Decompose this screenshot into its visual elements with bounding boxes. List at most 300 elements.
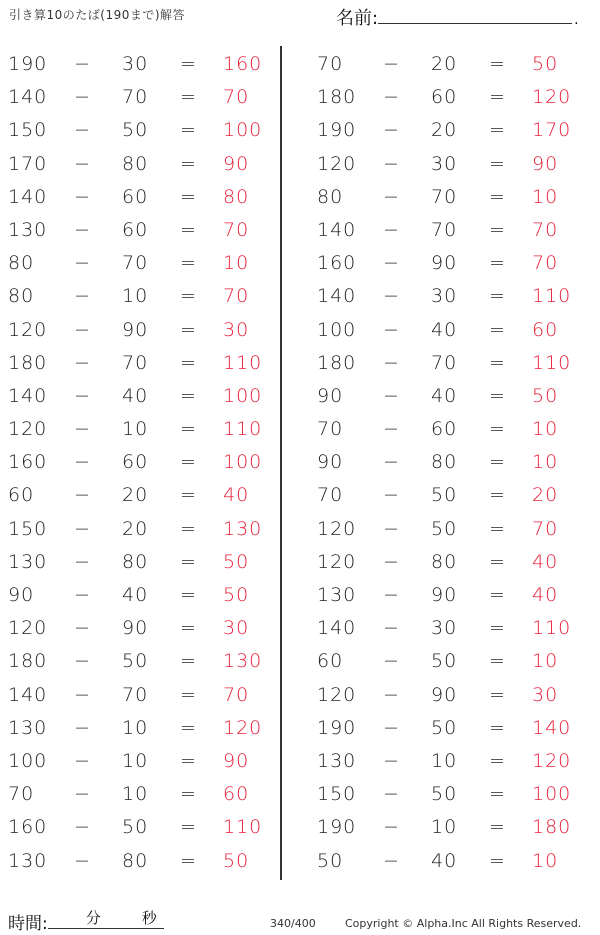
minuend: 80 (8, 285, 35, 308)
subtrahend: 40 (431, 318, 458, 341)
equals-sign: = (180, 451, 197, 474)
minus-sign: − (74, 783, 91, 806)
time-field (8, 909, 164, 934)
minus-sign: − (74, 517, 91, 540)
problem-row (0, 214, 290, 247)
answer: 90 (223, 152, 250, 175)
subtrahend: 30 (122, 53, 149, 75)
minus-sign: − (74, 550, 91, 573)
minuend: 120 (8, 418, 48, 441)
minuend: 130 (8, 849, 48, 872)
equals-sign: = (180, 849, 197, 872)
minus-sign: − (74, 119, 91, 142)
minus-sign: − (74, 617, 91, 640)
answer: 50 (223, 584, 250, 606)
answer: 110 (532, 617, 572, 640)
subtrahend: 50 (431, 716, 458, 739)
problem-row (309, 347, 599, 380)
minuend: 120 (317, 152, 357, 175)
minuend: 190 (317, 119, 357, 142)
subtrahend: 50 (122, 650, 149, 673)
minuend: 140 (317, 617, 357, 640)
equals-sign: = (489, 749, 506, 772)
minuend: 130 (8, 716, 48, 739)
minuend: 120 (8, 617, 48, 640)
answer: 110 (532, 351, 572, 374)
equals-sign: = (489, 418, 506, 441)
subtrahend: 10 (122, 285, 149, 308)
minuend: 130 (317, 749, 357, 772)
answer: 10 (532, 650, 559, 673)
subtrahend: 70 (122, 683, 149, 706)
minuend: 190 (317, 716, 357, 739)
problem-row (309, 612, 599, 645)
time-label: 時間: (8, 914, 48, 934)
minus-sign: − (383, 617, 400, 640)
equals-sign: = (180, 185, 197, 208)
subtrahend: 70 (122, 351, 149, 374)
equals-sign: = (180, 816, 197, 839)
answer: 160 (223, 53, 263, 75)
subtrahend: 60 (431, 418, 458, 441)
equals-sign: = (180, 318, 197, 341)
minus-sign: − (383, 318, 400, 341)
answer: 70 (532, 218, 559, 241)
answer: 30 (223, 617, 250, 640)
minuend: 130 (8, 550, 48, 573)
minus-sign: − (383, 816, 400, 839)
equals-sign: = (180, 218, 197, 241)
problem-row (309, 479, 599, 512)
minus-sign: − (74, 285, 91, 308)
equals-sign: = (489, 783, 506, 806)
problem-row (0, 81, 290, 114)
problem-row (0, 712, 290, 745)
minuend: 150 (8, 119, 48, 142)
equals-sign: = (180, 749, 197, 772)
minus-sign: − (74, 218, 91, 241)
seconds-label: 秒 (141, 909, 157, 927)
minus-sign: − (74, 849, 91, 872)
minus-sign: − (74, 749, 91, 772)
answer: 30 (532, 683, 559, 706)
equals-sign: = (489, 384, 506, 407)
minus-sign: − (74, 152, 91, 175)
equals-sign: = (489, 285, 506, 308)
minus-sign: − (383, 716, 400, 739)
answer: 10 (223, 252, 250, 275)
subtrahend: 20 (122, 484, 149, 507)
subtrahend: 40 (431, 384, 458, 407)
minus-sign: − (383, 252, 400, 275)
problem-row (0, 314, 290, 347)
subtrahend: 80 (122, 550, 149, 573)
equals-sign: = (180, 617, 197, 640)
answer: 70 (223, 285, 250, 308)
equals-sign: = (489, 816, 506, 839)
equals-sign: = (180, 484, 197, 507)
problem-row (309, 81, 599, 114)
copyright-notice: Copyright © Alpha.Inc All Rights Reserved. (345, 917, 582, 930)
problem-row (0, 546, 290, 579)
right-column (309, 48, 599, 878)
minus-sign: − (74, 451, 91, 474)
subtrahend: 20 (431, 119, 458, 142)
subtrahend: 30 (431, 285, 458, 308)
minus-sign: − (383, 749, 400, 772)
minuend: 60 (317, 650, 344, 673)
minuend: 140 (8, 683, 48, 706)
minuend: 120 (317, 683, 357, 706)
minuend: 70 (317, 418, 344, 441)
answer: 60 (223, 783, 250, 806)
minus-sign: − (74, 816, 91, 839)
problem-row (309, 845, 599, 878)
answer: 110 (532, 285, 572, 308)
subtrahend: 40 (122, 584, 149, 606)
equals-sign: = (489, 252, 506, 275)
minuend: 90 (8, 584, 35, 606)
answer: 130 (223, 650, 263, 673)
minuend: 140 (317, 218, 357, 241)
minuend: 160 (8, 451, 48, 474)
problem-row (309, 712, 599, 745)
name-field (336, 4, 579, 30)
minuend: 80 (317, 185, 344, 208)
answer: 50 (532, 53, 559, 75)
minus-sign: − (74, 86, 91, 109)
answer: 100 (223, 451, 263, 474)
minus-sign: − (383, 849, 400, 872)
answer: 70 (223, 86, 250, 109)
subtrahend: 70 (431, 351, 458, 374)
equals-sign: = (489, 584, 506, 606)
problem-row (309, 214, 599, 247)
minuend: 140 (8, 185, 48, 208)
minus-sign: − (74, 185, 91, 208)
minus-sign: − (383, 185, 400, 208)
subtrahend: 20 (431, 53, 458, 75)
equals-sign: = (180, 86, 197, 109)
equals-sign: = (489, 517, 506, 540)
minus-sign: − (383, 451, 400, 474)
minuend: 100 (317, 318, 357, 341)
time-underline (48, 910, 164, 929)
subtrahend: 50 (122, 816, 149, 839)
answer: 10 (532, 185, 559, 208)
subtrahend: 10 (122, 749, 149, 772)
answer: 70 (223, 683, 250, 706)
equals-sign: = (489, 185, 506, 208)
minus-sign: − (383, 86, 400, 109)
subtrahend: 90 (431, 584, 458, 606)
subtrahend: 10 (122, 783, 149, 806)
minutes-label: 分 (85, 909, 101, 927)
minus-sign: − (383, 119, 400, 142)
minus-sign: − (74, 53, 91, 75)
minus-sign: − (74, 484, 91, 507)
subtrahend: 40 (122, 384, 149, 407)
subtrahend: 20 (122, 517, 149, 540)
minuend: 150 (8, 517, 48, 540)
subtrahend: 70 (122, 252, 149, 275)
answer: 10 (532, 451, 559, 474)
minus-sign: − (383, 152, 400, 175)
equals-sign: = (489, 218, 506, 241)
minuend: 190 (317, 816, 357, 839)
answer: 50 (532, 384, 559, 407)
answer: 130 (223, 517, 263, 540)
subtrahend: 30 (431, 152, 458, 175)
minus-sign: − (383, 683, 400, 706)
minuend: 130 (317, 584, 357, 606)
subtrahend: 10 (122, 716, 149, 739)
subtrahend: 40 (431, 849, 458, 872)
subtrahend: 60 (122, 185, 149, 208)
minus-sign: − (383, 484, 400, 507)
problem-row (0, 679, 290, 712)
problem-row (309, 48, 599, 81)
subtrahend: 80 (122, 849, 149, 872)
subtrahend: 50 (431, 650, 458, 673)
minuend: 160 (317, 252, 357, 275)
answer: 120 (532, 86, 572, 109)
problem-row (309, 247, 599, 280)
equals-sign: = (180, 517, 197, 540)
equals-sign: = (489, 318, 506, 341)
minuend: 180 (8, 650, 48, 673)
problem-row (0, 811, 290, 844)
answer: 30 (223, 318, 250, 341)
minus-sign: − (383, 650, 400, 673)
minus-sign: − (383, 218, 400, 241)
equals-sign: = (489, 451, 506, 474)
problem-row (0, 280, 290, 313)
problem-row (309, 280, 599, 313)
answer: 10 (532, 849, 559, 872)
answer: 100 (223, 384, 263, 407)
minuend: 130 (8, 218, 48, 241)
minus-sign: − (74, 351, 91, 374)
answer: 100 (223, 119, 263, 142)
equals-sign: = (180, 384, 197, 407)
subtrahend: 90 (122, 318, 149, 341)
minus-sign: − (383, 517, 400, 540)
answer: 110 (223, 351, 263, 374)
subtrahend: 70 (122, 86, 149, 109)
equals-sign: = (180, 683, 197, 706)
equals-sign: = (489, 650, 506, 673)
name-trail: . (574, 12, 579, 28)
minuend: 190 (8, 53, 48, 75)
problem-row (0, 114, 290, 147)
equals-sign: = (180, 418, 197, 441)
answer: 40 (223, 484, 250, 507)
minuend: 120 (8, 318, 48, 341)
minus-sign: − (74, 318, 91, 341)
minuend: 90 (317, 451, 344, 474)
equals-sign: = (489, 53, 506, 75)
problem-row (309, 314, 599, 347)
problem-row (0, 778, 290, 811)
answer: 180 (532, 816, 572, 839)
minuend: 140 (317, 285, 357, 308)
minuend: 70 (317, 484, 344, 507)
minus-sign: − (74, 683, 91, 706)
minus-sign: − (74, 650, 91, 673)
answer: 40 (532, 584, 559, 606)
minus-sign: − (383, 584, 400, 606)
equals-sign: = (489, 716, 506, 739)
answer: 50 (223, 550, 250, 573)
answer: 10 (532, 418, 559, 441)
minuend: 170 (8, 152, 48, 175)
subtrahend: 80 (122, 152, 149, 175)
subtrahend: 60 (122, 218, 149, 241)
problem-row (309, 745, 599, 778)
answer: 120 (532, 749, 572, 772)
equals-sign: = (180, 351, 197, 374)
minuend: 150 (317, 783, 357, 806)
subtrahend: 90 (122, 617, 149, 640)
subtrahend: 70 (431, 185, 458, 208)
equals-sign: = (180, 152, 197, 175)
left-column (0, 48, 290, 878)
equals-sign: = (180, 119, 197, 142)
problem-row (0, 612, 290, 645)
answer: 110 (223, 418, 263, 441)
answer: 110 (223, 816, 263, 839)
answer: 50 (223, 849, 250, 872)
minus-sign: − (74, 252, 91, 275)
minus-sign: − (74, 384, 91, 407)
equals-sign: = (180, 252, 197, 275)
subtrahend: 50 (431, 517, 458, 540)
minuend: 180 (317, 351, 357, 374)
problem-row (309, 380, 599, 413)
problem-row (309, 114, 599, 147)
equals-sign: = (180, 716, 197, 739)
minus-sign: − (383, 550, 400, 573)
subtrahend: 10 (431, 749, 458, 772)
answer: 120 (223, 716, 263, 739)
answer: 90 (532, 152, 559, 175)
subtrahend: 50 (122, 119, 149, 142)
name-label: 名前: (336, 8, 379, 29)
minuend: 120 (317, 550, 357, 573)
problem-row (309, 546, 599, 579)
minus-sign: − (383, 418, 400, 441)
minuend: 180 (317, 86, 357, 109)
problem-row (309, 679, 599, 712)
minuend: 60 (8, 484, 35, 507)
subtrahend: 10 (431, 816, 458, 839)
problem-row (0, 148, 290, 181)
equals-sign: = (489, 550, 506, 573)
answer: 170 (532, 119, 572, 142)
minuend: 120 (317, 517, 357, 540)
equals-sign: = (489, 484, 506, 507)
equals-sign: = (489, 617, 506, 640)
minus-sign: − (74, 716, 91, 739)
problem-row (309, 579, 599, 612)
problem-row (309, 148, 599, 181)
minus-sign: − (383, 783, 400, 806)
problem-row (0, 380, 290, 413)
answer: 80 (223, 185, 250, 208)
equals-sign: = (180, 650, 197, 673)
minus-sign: − (74, 584, 91, 606)
problem-row (309, 181, 599, 214)
minuend: 80 (8, 252, 35, 275)
problem-row (0, 181, 290, 214)
minus-sign: − (383, 384, 400, 407)
subtrahend: 80 (431, 451, 458, 474)
worksheet-title: 引き算10のたば(190まで)解答 (9, 8, 186, 22)
problem-row (0, 579, 290, 612)
minuend: 70 (8, 783, 35, 806)
problem-row (0, 48, 290, 81)
answer: 100 (532, 783, 572, 806)
minuend: 180 (8, 351, 48, 374)
subtrahend: 50 (431, 484, 458, 507)
equals-sign: = (489, 86, 506, 109)
subtrahend: 10 (122, 418, 149, 441)
subtrahend: 60 (431, 86, 458, 109)
answer: 140 (532, 716, 572, 739)
answer: 60 (532, 318, 559, 341)
subtrahend: 90 (431, 252, 458, 275)
subtrahend: 70 (431, 218, 458, 241)
problem-row (0, 645, 290, 678)
problem-row (0, 513, 290, 546)
problem-row (309, 513, 599, 546)
minuend: 160 (8, 816, 48, 839)
name-underline (378, 7, 572, 24)
answer: 40 (532, 550, 559, 573)
equals-sign: = (489, 152, 506, 175)
minus-sign: − (383, 351, 400, 374)
problem-row (309, 645, 599, 678)
subtrahend: 60 (122, 451, 149, 474)
page-number: 340/400 (270, 917, 316, 930)
problem-row (0, 247, 290, 280)
subtrahend: 80 (431, 550, 458, 573)
answer: 70 (223, 218, 250, 241)
minus-sign: − (383, 53, 400, 75)
problem-row (0, 479, 290, 512)
minus-sign: − (383, 285, 400, 308)
equals-sign: = (180, 53, 197, 75)
equals-sign: = (180, 584, 197, 606)
answer: 70 (532, 517, 559, 540)
equals-sign: = (180, 550, 197, 573)
minuend: 70 (317, 53, 344, 75)
minuend: 140 (8, 384, 48, 407)
minuend: 90 (317, 384, 344, 407)
answer: 90 (223, 749, 250, 772)
subtrahend: 50 (431, 783, 458, 806)
problem-row (309, 811, 599, 844)
equals-sign: = (180, 285, 197, 308)
problem-row (0, 745, 290, 778)
equals-sign: = (180, 783, 197, 806)
minuend: 100 (8, 749, 48, 772)
equals-sign: = (489, 119, 506, 142)
problem-row (0, 845, 290, 878)
equals-sign: = (489, 351, 506, 374)
problem-row (0, 347, 290, 380)
